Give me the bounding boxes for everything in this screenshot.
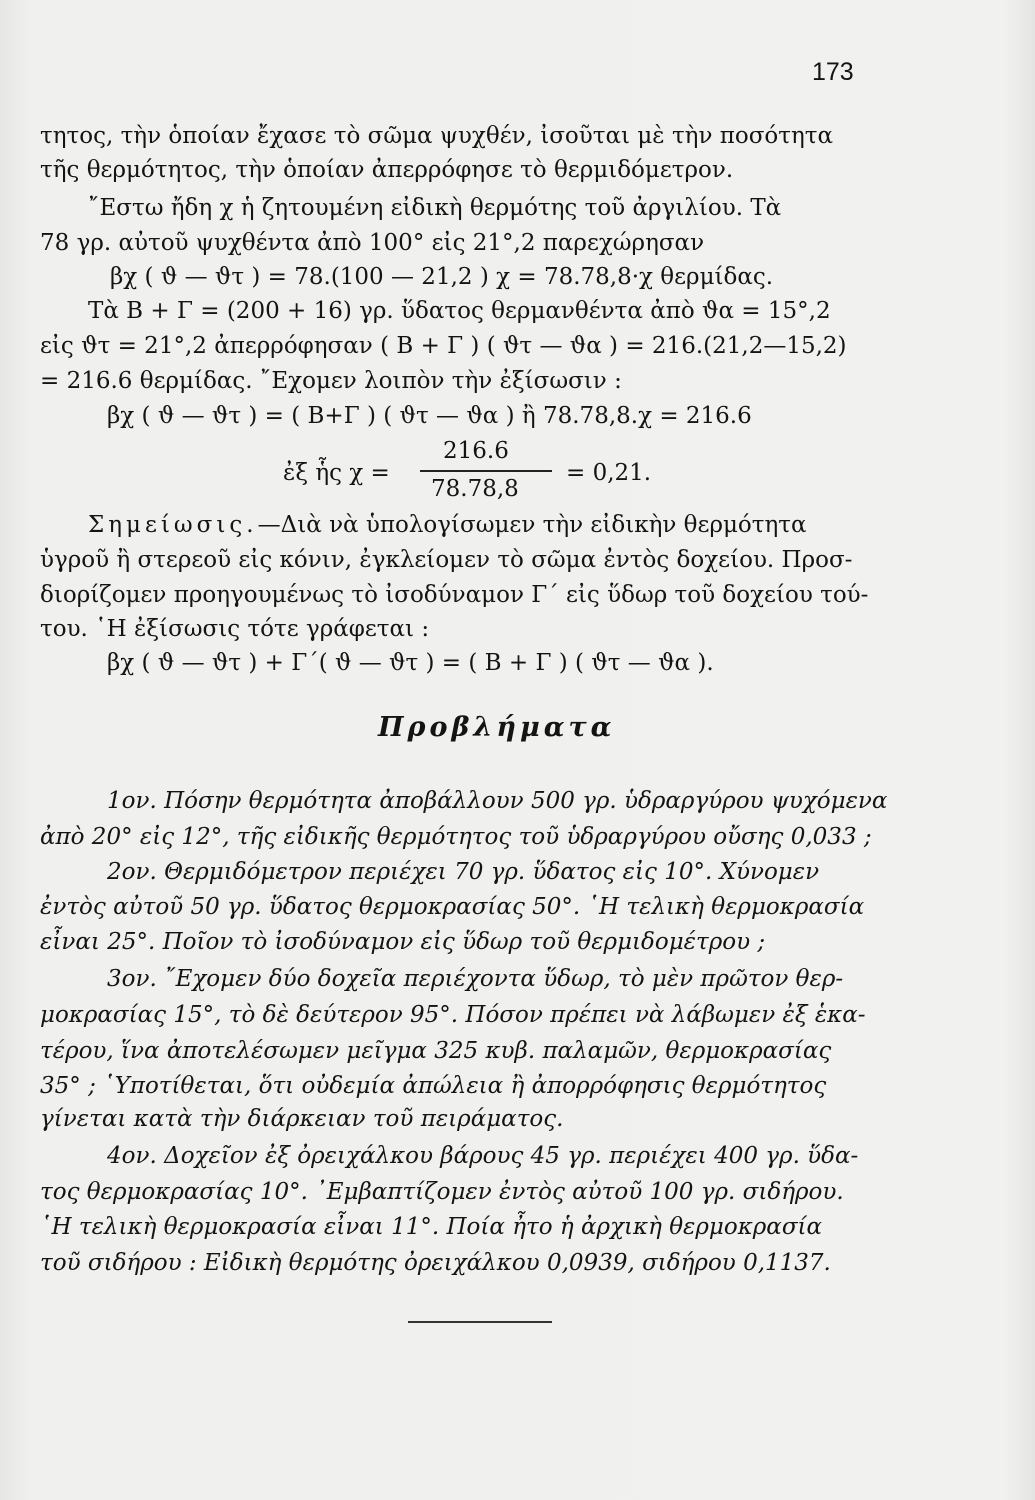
note-line [88,510,807,540]
body-line: ῎Εστω ἤδη χ ἡ ζητουμένη εἰδικὴ θερμότης τοῦ ἀργιλίου. Τὰ [88,195,782,221]
fraction-numerator: 216.6 [443,438,509,464]
problem-line: 3ον. ῎Εχομεν δύο δοχεῖα περιέχοντα ὕδωρ, τὸ μὲν πρῶτον θερ- [107,966,844,992]
fraction-lhs: ἐξ ἧς χ = [283,460,390,486]
footer-rule [408,1321,552,1323]
note-text: —Διὰ νὰ ὑπολογίσωμεν τὴν εἰδικὴν θερμότητα [257,512,807,538]
problem-line: ῾Η τελικὴ θερμοκρασία εἶναι 11°. Ποία ἦτο ἡ ἀρχικὴ θερμοκρασία [40,1214,823,1240]
body-line: = 216.6 θερμίδας. ῎Εχομεν λοιπὸν τὴν ἐξίσωσιν : [40,368,622,394]
body-line: τῆς θερμότητος, τὴν ὁποίαν ἀπερρόφησε τὸ θερμιδόμετρον. [40,157,734,183]
problem-line: τοῦ σιδήρου : Εἰδικὴ θερμότης ὀρειχάλκου 0,0939, σιδήρου 0,1137. [40,1250,831,1276]
body-line: Τὰ Β + Γ = (200 + 16) γρ. ὕδατος θερμανθέντα ἀπὸ ϑα = 15°,2 [88,298,831,324]
note-line: διορίζομεν προηγουμένως τὸ ἰσοδύναμον Γ΄ εἰς ὕδωρ τοῦ δοχείου τού- [40,582,869,608]
fraction-bar [420,470,552,472]
equation-line: βχ ( ϑ — ϑτ ) + Γ΄( ϑ — ϑτ ) = ( Β + Γ ) ( ϑτ — ϑα ). [107,650,714,676]
problem-line: 2ον. Θερμιδόμετρον περιέχει 70 γρ. ὕδατος εἰς 10°. Χύνομεν [107,859,820,885]
note-lead: Σημείωσις. [88,512,258,538]
note-line: του. ῾Η ἐξίσωσις τότε γράφεται : [40,616,430,642]
page-number: 173 [812,58,854,86]
problem-line: 35° ; ῾Υποτίθεται, ὅτι οὐδεμία ἀπώλεια ἢ ἀπορρόφησις θερμότητος [40,1073,827,1099]
section-title: Προβλήματα [378,712,616,743]
equation-line: βχ ( ϑ — ϑτ ) = ( Β+Γ ) ( ϑτ — ϑα ) ἢ 78.78,8.χ = 216.6 [107,403,752,429]
problem-line: τέρου, ἵνα ἀποτελέσωμεν μεῖγμα 325 κυβ. παλαμῶν, θερμοκρασίας [40,1038,832,1064]
problem-line: γίνεται κατὰ τὴν διάρκειαν τοῦ πειράματος. [40,1106,564,1132]
problem-line: εἶναι 25°. Ποῖον τὸ ἰσοδύναμον εἰς ὕδωρ τοῦ θερμιδομέτρου ; [40,929,766,955]
problem-line: ἀπὸ 20° εἰς 12°, τῆς εἰδικῆς θερμότητος τοῦ ὑδραργύρου οὔσης 0,033 ; [40,824,872,850]
body-line: 78 γρ. αὐτοῦ ψυχθέντα ἀπὸ 100° εἰς 21°,2 παρεχώρησαν [40,230,705,256]
body-line: τητος, τὴν ὁποίαν ἔχασε τὸ σῶμα ψυχθέν, ἰσοῦται μὲ τὴν ποσότητα [40,123,834,149]
body-line: εἰς ϑτ = 21°,2 ἀπερρόφησαν ( Β + Γ ) ( ϑτ — ϑα ) = 216.(21,2—15,2) [40,333,847,359]
equation-line: βχ ( ϑ — ϑτ ) = 78.(100 — 21,2 ) χ = 78.78,8·χ θερμίδας. [110,264,774,290]
problem-line: τος θερμοκρασίας 10°. ᾿Εμβαπτίζομεν ἐντὸς αὐτοῦ 100 γρ. σιδήρου. [40,1179,844,1205]
fraction-rhs: = 0,21. [566,460,652,486]
fraction-denominator: 78.78,8 [431,476,519,502]
problem-line: 1ον. Πόσην θερμότητα ἀποβάλλουν 500 γρ. ὑδραργύρου ψυχόμενα [107,788,888,814]
problem-line: 4ον. Δοχεῖον ἐξ ὀρειχάλκου βάρους 45 γρ. περιέχει 400 γρ. ὕδα- [107,1143,859,1169]
note-line: ὑγροῦ ἢ στερεοῦ εἰς κόνιν, ἐγκλείομεν τὸ σῶμα ἐντὸς δοχείου. Προσ- [40,547,853,573]
problem-line: ἐντὸς αὐτοῦ 50 γρ. ὕδατος θερμοκρασίας 50°. ῾Η τελικὴ θερμοκρασία [40,894,865,920]
problem-line: μοκρασίας 15°, τὸ δὲ δεύτερον 95°. Πόσον πρέπει νὰ λάβωμεν ἐξ ἑκα- [40,1002,866,1028]
